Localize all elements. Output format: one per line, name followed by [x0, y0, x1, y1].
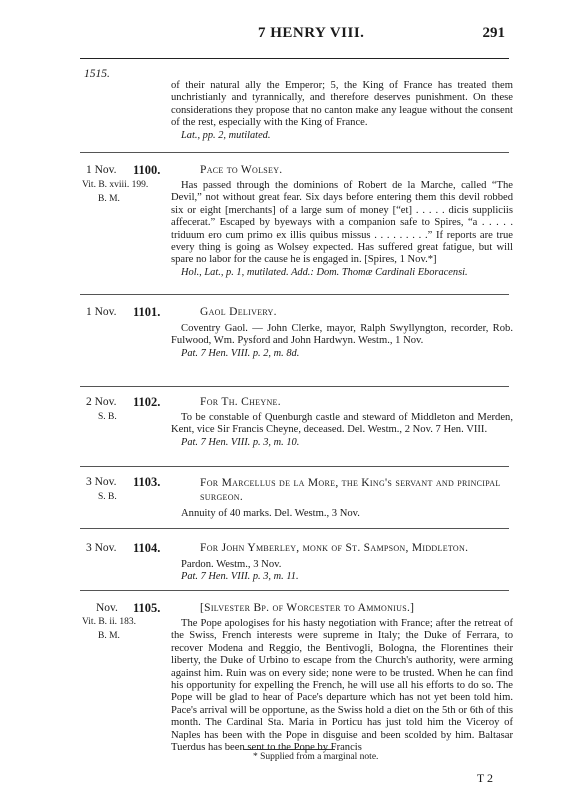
footnote: * Supplied from a marginal note. [253, 752, 379, 762]
continuation-block [171, 80, 513, 141]
entry-title: Gaol Delivery. [200, 306, 277, 318]
entry-number: 1101. [133, 305, 161, 319]
entry-title: Pace to Wolsey. [200, 164, 283, 176]
continuation-text: of their natural ally the Emperor; 5, the King of France has treated them unchristianly and tyrannically, and therefore deserves punishment. On these considerations they propose that no canton make any league without the consent of the rest, especially with the King of France. [171, 80, 513, 129]
entry-number: 1100. [133, 163, 161, 177]
entry-text: The Pope apologises for his hasty negotiation with France; after the retreat of the Swiss, French interests were supreme in Italy; the Duke of Ferrara, to recover Modena and Reggio, the Bentivogli, Bologna, the Florentines their liberty, the Duke of Urbino to escape from the Church's authority, were arming against him. Ruin was on every side; none were to be trusted. When he can find his opportunity for expelling the French, he will use all his efforts to do so. The Pope will be glad to hear of Pace's departure which has not yet been told him. Pace's arrival will be opportune, as the Swiss hold a diet on the 5th or 6th of this month. The Cardinal Sta. Maria in Porticu has just told him the Viceroy of Naples has been with the Pope in disguise and been scolded by him. Baltasar Tuerdus has been sent to the Pope by Francis [171, 618, 513, 754]
entry-body [171, 323, 513, 359]
entry-title: [Silvester Bp. of Worcester to Ammonius.] [200, 602, 415, 614]
entry-text: To be constable of Quenburgh castle and steward of Middleton and Merden, Kent, vice Sir Francis Cheyne, deceased. Del. Westm., 2 Nov. 7 Hen. VIII. [171, 412, 513, 436]
entry-body [171, 559, 513, 582]
entry-rule [80, 528, 509, 529]
entry-reference: Vit. B. xviii. 199. [82, 180, 149, 190]
entry-number: 1105. [133, 601, 161, 615]
header-rule [80, 58, 509, 59]
entry-title: For Marcellus de la More, the King's servant and principal surgeon. [200, 477, 501, 503]
entry-date: 3 Nov. [86, 476, 117, 488]
entry-date: 1 Nov. [86, 164, 117, 176]
entry-reference: Vit. B. ii. 183. [82, 617, 137, 627]
entry-number: 1103. [133, 475, 161, 489]
entry-date: 3 Nov. [86, 542, 117, 554]
entry-cite: Pat. 7 Hen. VIII. p. 2, m. 8d. [181, 347, 300, 359]
entry-text: Has passed through the dominions of Robert de la Marche, called “The Devil,” not without great fear. Six days before entering them this devil robbed six or eight [merchants] of a large sum of money [“et] . . . . . dicis suppliciis affecerat.” Escaped by byeways with a companion safe to Spires, “a . . . . . triduum ero cum primo ex illis quibus missus . . . . . . . . .” If reports are true every thing is going as Wolsey expected. Has suffered great fatigue, but will spare no labor for the cause he is engaged in. [Spires, 1 Nov.*] [171, 180, 513, 266]
footnote-rule [243, 749, 335, 750]
entry-number: 1102. [133, 395, 161, 409]
entry-reference-archive: B. M. [98, 631, 120, 641]
entry-reference-archive: S. B. [98, 492, 117, 502]
entry-body [171, 618, 513, 754]
entry-title: For John Ymberley, monk of St. Sampson, Middleton. [200, 542, 469, 554]
page-number: 291 [482, 25, 505, 41]
entry-reference-archive: B. M. [98, 194, 120, 204]
entry-rule [80, 386, 509, 387]
entry-rule [80, 466, 509, 467]
entry-body [171, 508, 513, 520]
year-marker: 1515. [84, 68, 110, 80]
entry-text: Pardon. Westm., 3 Nov. [181, 559, 282, 570]
entry-rule [80, 152, 509, 153]
entry-rule [80, 590, 509, 591]
entry-text: Annuity of 40 marks. Del. Westm., 3 Nov. [181, 508, 360, 519]
entry-cite: Pat. 7 Hen. VIII. p. 3, m. 11. [181, 571, 299, 583]
signature-mark: T 2 [476, 771, 493, 785]
entry-date: 2 Nov. [86, 396, 117, 408]
running-header-title: 7 HENRY VIII. [258, 25, 365, 41]
entry-body [171, 412, 513, 448]
entry-date: Nov. [96, 602, 118, 614]
entry-text: Coventry Gaol. — John Clerke, mayor, Ralph Swyllyngton, recorder, Rob. Fulwood, Wm. Pysford and John Hardwyn. Westm., 1 Nov. [171, 323, 513, 347]
entry-rule [80, 294, 509, 295]
entry-body [171, 180, 513, 278]
entry-cite: Hol., Lat., p. 1, mutilated. Add.: Dom. Thomæ Cardinali Eboracensi. [181, 266, 468, 278]
entry-cite: Pat. 7 Hen. VIII. p. 3, m. 10. [181, 436, 300, 448]
entry-number: 1104. [133, 541, 161, 555]
entry-date: 1 Nov. [86, 306, 117, 318]
entry-title: For Th. Cheyne. [200, 396, 281, 408]
entry-reference-archive: S. B. [98, 412, 117, 422]
continuation-cite: Lat., pp. 2, mutilated. [181, 129, 271, 141]
